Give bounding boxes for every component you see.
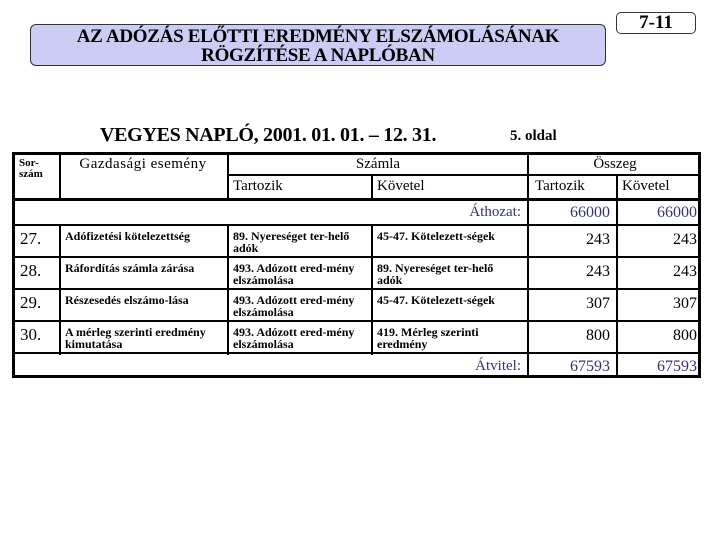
header-amount: Összeg xyxy=(593,156,637,172)
header-amount-debit: Tartozik xyxy=(535,178,585,194)
row-debit-amount: 243 xyxy=(586,231,610,248)
row-debit-account: 493. Adózott ered-mény elszámolása xyxy=(233,325,355,351)
divider xyxy=(371,175,373,199)
row-credit-amount: 243 xyxy=(673,263,697,280)
row-serial: 27. xyxy=(20,229,42,248)
divider xyxy=(371,225,373,355)
brought-forward-credit: 66000 xyxy=(657,204,697,221)
row-credit-account: 89. Nyereséget ter-helő adók xyxy=(377,261,494,287)
brought-forward-debit: 66000 xyxy=(570,204,610,221)
header-event: Gazdasági esemény xyxy=(79,156,207,172)
divider xyxy=(15,352,701,354)
row-debit-amount: 243 xyxy=(586,263,610,280)
row-event: A mérleg szerinti eredmény kimutatása xyxy=(65,325,206,351)
header-account: Számla xyxy=(355,156,401,172)
row-serial: 28. xyxy=(20,261,42,280)
brought-forward-label: Áthozat: xyxy=(469,204,521,220)
row-event: Adófizetési kötelezettség xyxy=(65,229,190,243)
divider xyxy=(59,225,61,355)
carried-forward-label: Átvitel: xyxy=(475,358,521,374)
row-credit-account: 45-47. Kötelezett-ségek xyxy=(377,229,495,243)
divider xyxy=(15,256,701,258)
slide-title-box xyxy=(30,24,606,66)
header-account-credit: Követel xyxy=(377,178,425,194)
row-credit-account: 45-47. Kötelezett-ségek xyxy=(377,293,495,307)
row-credit-amount: 307 xyxy=(673,295,697,312)
page-label: 5. oldal xyxy=(510,128,557,144)
slide-title-line2: RÖGZÍTÉSE A NAPLÓBAN xyxy=(201,45,435,66)
divider xyxy=(59,155,61,199)
row-serial: 29. xyxy=(20,293,42,312)
row-credit-amount: 800 xyxy=(673,327,697,344)
row-debit-account: 493. Adózott ered-mény elszámolása xyxy=(233,293,355,319)
row-debit-account: 493. Adózott ered-mény elszámolása xyxy=(233,261,355,287)
divider xyxy=(15,320,701,322)
header-amount-credit: Követel xyxy=(622,178,670,194)
journal-table xyxy=(12,152,701,378)
row-serial: 30. xyxy=(20,325,42,344)
divider xyxy=(15,198,701,201)
slide-title-line1: AZ ADÓZÁS ELŐTTI EREDMÉNY ELSZÁMOLÁSÁNAK xyxy=(76,26,560,47)
carried-forward-debit: 67593 xyxy=(570,358,610,375)
divider xyxy=(227,225,229,355)
row-credit-account: 419. Mérleg szerinti eredmény xyxy=(377,325,479,351)
row-debit-amount: 800 xyxy=(586,327,610,344)
row-debit-amount: 307 xyxy=(586,295,610,312)
journal-title: VEGYES NAPLÓ, 2001. 01. 01. – 12. 31. xyxy=(100,124,437,146)
divider xyxy=(227,174,701,176)
divider xyxy=(15,288,701,290)
slide-number: 7-11 xyxy=(616,12,696,34)
row-debit-account: 89. Nyereséget ter-helő adók xyxy=(233,229,350,255)
header-account-debit: Tartozik xyxy=(233,178,283,194)
header-serial: Sor-szám xyxy=(19,157,43,180)
row-event: Részesedés elszámo-lása xyxy=(65,293,189,307)
divider xyxy=(15,224,701,226)
carried-forward-credit: 67593 xyxy=(657,358,697,375)
row-credit-amount: 243 xyxy=(673,231,697,248)
row-event: Ráfordítás számla zárása xyxy=(65,261,195,275)
